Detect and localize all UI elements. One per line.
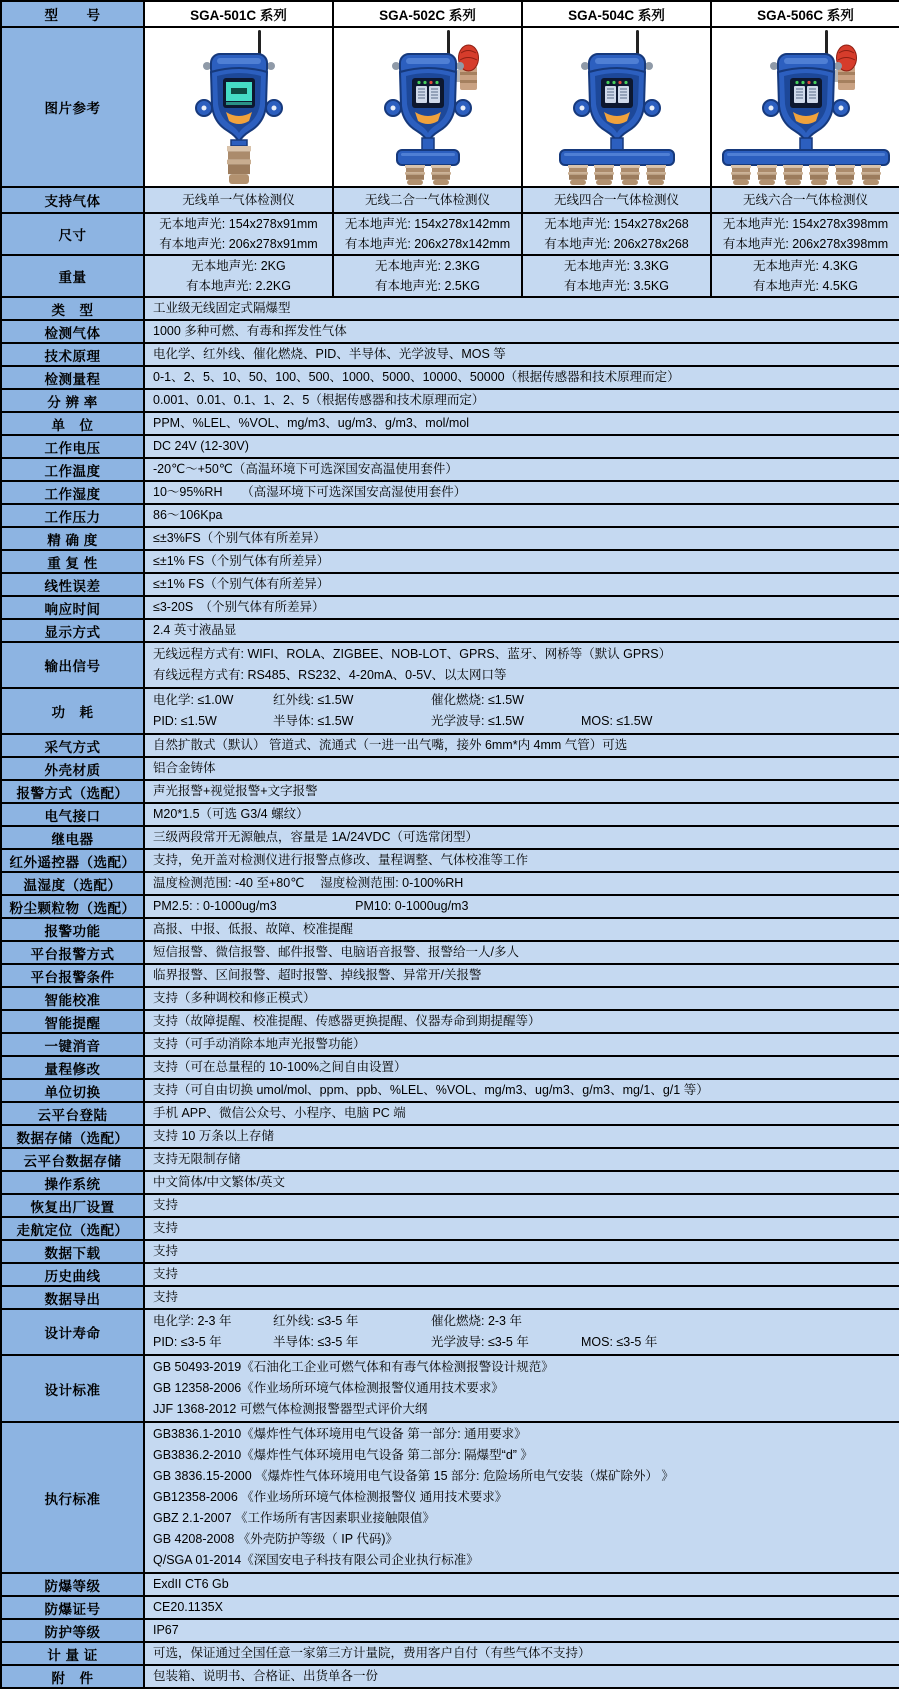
row-value: ≤±1% FS（个别气体有所差异） bbox=[144, 550, 899, 573]
spec-row bbox=[1, 757, 899, 780]
model-value-line: 有本地声光: 206x278x91mm bbox=[159, 237, 318, 251]
model-value-cell: 无线六合一气体检测仪 bbox=[711, 187, 899, 213]
row-value: 支持（可手动消除本地声光报警功能） bbox=[144, 1033, 899, 1056]
spec-row bbox=[1, 1596, 899, 1619]
value-grid-cell: MOS: ≤1.5W bbox=[581, 714, 653, 728]
row-value: 支持（多种调校和修正模式） bbox=[144, 987, 899, 1010]
row-label: 数据导出 bbox=[1, 1286, 144, 1309]
spec-row bbox=[1, 458, 899, 481]
row-value: 临界报警、区间报警、超时报警、掉线报警、异常开/关报警 bbox=[144, 964, 899, 987]
row-value: ≤3-20S （个别气体有所差异） bbox=[144, 596, 899, 619]
row-value: PPM、%LEL、%VOL、mg/m3、ug/m3、g/m3、mol/mol bbox=[144, 412, 899, 435]
model-value-cell bbox=[711, 213, 899, 255]
row-value: 三级两段常开无源触点，容量是 1A/24VDC（可选常闭型） bbox=[144, 826, 899, 849]
model-value-line: 无本地声光: 154x278x398mm bbox=[722, 217, 889, 231]
model-header: SGA-501C 系列 bbox=[144, 1, 333, 27]
spec-row bbox=[1, 1240, 899, 1263]
spec-row bbox=[1, 734, 899, 757]
spec-row bbox=[1, 1079, 899, 1102]
row-value: 10～95%RH （高湿环境下可选深国安高湿使用套件） bbox=[144, 481, 899, 504]
model-header: SGA-504C 系列 bbox=[522, 1, 711, 27]
row-label: 工作湿度 bbox=[1, 481, 144, 504]
row-value: 0-1、2、5、10、50、100、500、1000、5000、10000、50000（根据传感器和技术原理而定） bbox=[144, 366, 899, 389]
per-model-row bbox=[1, 213, 899, 255]
per-model-row bbox=[1, 187, 899, 213]
model-header-label: 型 号 bbox=[1, 1, 144, 27]
value-line: GB 4208-2008 《外壳防护等级（ IP 代码)》 bbox=[153, 1532, 398, 1546]
row-value: 支持无限制存储 bbox=[144, 1148, 899, 1171]
row-label: 重量 bbox=[1, 255, 144, 297]
model-value-cell bbox=[144, 213, 333, 255]
row-value: 短信报警、微信报警、邮件报警、电脑语音报警、报警给一人/多人 bbox=[144, 941, 899, 964]
spec-row bbox=[1, 895, 899, 918]
value-grid-cell: PID: ≤1.5W bbox=[153, 714, 217, 728]
row-value: 高报、中报、低报、故障、校准提醒 bbox=[144, 918, 899, 941]
row-label: 数据下载 bbox=[1, 1240, 144, 1263]
row-label: 平台报警条件 bbox=[1, 964, 144, 987]
row-label: 检测气体 bbox=[1, 320, 144, 343]
row-label: 重 复 性 bbox=[1, 550, 144, 573]
model-value-cell bbox=[522, 255, 711, 297]
model-value-line: 无本地声光: 3.3KG bbox=[564, 259, 669, 273]
spec-row bbox=[1, 481, 899, 504]
spec-row bbox=[1, 389, 899, 412]
model-value-line: 有本地声光: 2.2KG bbox=[186, 279, 291, 293]
value-grid-cell: 光学波导: ≤3-5 年 bbox=[431, 1335, 529, 1349]
value-grid-cell: 电化学: 2-3 年 bbox=[153, 1314, 232, 1328]
row-value: 温度检测范围: -40 至+80℃ 湿度检测范围: 0-100%RH bbox=[144, 872, 899, 895]
value-grid-line bbox=[153, 1311, 895, 1332]
row-label: 尺寸 bbox=[1, 213, 144, 255]
value-line: GB3836.2-2010《爆炸性气体环境用电气设备 第二部分: 隔爆型“d” 》 bbox=[153, 1448, 533, 1462]
row-value: M20*1.5（可选 G3/4 螺纹） bbox=[144, 803, 899, 826]
model-value-cell bbox=[522, 213, 711, 255]
value-grid-cell: 红外线: ≤1.5W bbox=[273, 693, 354, 707]
row-value: 支持（故障提醒、校准提醒、传感器更换提醒、仪器寿命到期提醒等） bbox=[144, 1010, 899, 1033]
spec-row bbox=[1, 573, 899, 596]
model-value-line: 有本地声光: 4.5KG bbox=[753, 279, 858, 293]
row-label: 图片参考 bbox=[1, 27, 144, 187]
row-label: 执行标准 bbox=[1, 1422, 144, 1573]
spec-row bbox=[1, 366, 899, 389]
model-value-line: 无本地声光: 2.3KG bbox=[375, 259, 480, 273]
spec-row bbox=[1, 780, 899, 803]
row-value bbox=[144, 1422, 899, 1573]
spec-row bbox=[1, 964, 899, 987]
row-label: 工作电压 bbox=[1, 435, 144, 458]
value-grid-line bbox=[153, 711, 895, 732]
image-reference-row bbox=[1, 27, 899, 187]
row-value: ≤±3%FS（个别气体有所差异） bbox=[144, 527, 899, 550]
spec-row bbox=[1, 987, 899, 1010]
value-grid-cell: 催化燃烧: 2-3 年 bbox=[431, 1314, 522, 1328]
model-header: SGA-502C 系列 bbox=[333, 1, 522, 27]
device-image-cell bbox=[144, 27, 333, 187]
spec-row bbox=[1, 1033, 899, 1056]
row-label: 设计标准 bbox=[1, 1355, 144, 1422]
row-value: 支持 10 万条以上存储 bbox=[144, 1125, 899, 1148]
model-value-cell bbox=[144, 255, 333, 297]
row-value: DC 24V (12-30V) bbox=[144, 435, 899, 458]
spec-row bbox=[1, 1642, 899, 1665]
row-label: 技术原理 bbox=[1, 343, 144, 366]
model-value-line: 无本地声光: 154x278x142mm bbox=[344, 217, 511, 231]
row-label: 电气接口 bbox=[1, 803, 144, 826]
row-value: 86～106Kpa bbox=[144, 504, 899, 527]
row-label: 智能提醒 bbox=[1, 1010, 144, 1033]
spec-row bbox=[1, 1102, 899, 1125]
spec-row bbox=[1, 1309, 899, 1355]
row-label: 输出信号 bbox=[1, 642, 144, 688]
row-value: ExdII CT6 Gb bbox=[144, 1573, 899, 1596]
row-value: CE20.1135X bbox=[144, 1596, 899, 1619]
device-image-cell bbox=[522, 27, 711, 187]
value-grid-cell: 半导体: ≤1.5W bbox=[273, 714, 354, 728]
row-label: 外壳材质 bbox=[1, 757, 144, 780]
value-line: GBZ 2.1-2007 《工作场所有害因素职业接触限值》 bbox=[153, 1511, 435, 1525]
row-label: 操作系统 bbox=[1, 1171, 144, 1194]
sga-501c-detector-image bbox=[151, 28, 327, 186]
model-value-cell: 无线二合一气体检测仪 bbox=[333, 187, 522, 213]
row-label: 功 耗 bbox=[1, 688, 144, 734]
row-value bbox=[144, 1309, 899, 1355]
spec-row bbox=[1, 1665, 899, 1688]
spec-row bbox=[1, 596, 899, 619]
row-value: 中文简体/中文繁体/英文 bbox=[144, 1171, 899, 1194]
row-label: 响应时间 bbox=[1, 596, 144, 619]
model-value-line: 有本地声光: 206x278x398mm bbox=[722, 237, 889, 251]
spec-row bbox=[1, 1194, 899, 1217]
value-grid-line bbox=[153, 1332, 895, 1353]
row-label: 检测量程 bbox=[1, 366, 144, 389]
row-label: 附 件 bbox=[1, 1665, 144, 1688]
spec-row bbox=[1, 1171, 899, 1194]
row-value: 电化学、红外线、催化燃烧、PID、半导体、光学波导、MOS 等 bbox=[144, 343, 899, 366]
row-value: 支持 bbox=[144, 1263, 899, 1286]
row-label: 支持气体 bbox=[1, 187, 144, 213]
value-grid-cell: MOS: ≤3-5 年 bbox=[581, 1335, 658, 1349]
row-value bbox=[144, 642, 899, 688]
spec-row bbox=[1, 642, 899, 688]
spec-table-body bbox=[1, 1, 899, 1688]
spec-row bbox=[1, 527, 899, 550]
row-label: 工作压力 bbox=[1, 504, 144, 527]
row-label: 工作温度 bbox=[1, 458, 144, 481]
model-value-line: 无本地声光: 2KG bbox=[191, 259, 286, 273]
spec-row bbox=[1, 1148, 899, 1171]
spec-row bbox=[1, 872, 899, 895]
row-value bbox=[144, 688, 899, 734]
row-value: IP67 bbox=[144, 1619, 899, 1642]
sga-504c-detector-image bbox=[529, 28, 705, 186]
value-grid-cell bbox=[581, 1311, 895, 1332]
row-value: 包装箱、说明书、合格证、出货单各一份 bbox=[144, 1665, 899, 1688]
row-label: 类 型 bbox=[1, 297, 144, 320]
model-value-line: 无本地声光: 154x278x91mm bbox=[159, 217, 318, 231]
model-header-row bbox=[1, 1, 899, 27]
row-value bbox=[144, 1355, 899, 1422]
spec-row bbox=[1, 941, 899, 964]
row-label: 恢复出厂设置 bbox=[1, 1194, 144, 1217]
value-line: Q/SGA 01-2014《深国安电子科技有限公司企业执行标准》 bbox=[153, 1553, 479, 1567]
row-value: 支持 bbox=[144, 1194, 899, 1217]
row-label: 设计寿命 bbox=[1, 1309, 144, 1355]
row-value: 自然扩散式（默认） 管道式、流通式（一进一出气嘴，接外 6mm*内 4mm 气管）可选 bbox=[144, 734, 899, 757]
row-label: 防护等级 bbox=[1, 1619, 144, 1642]
row-value: 支持 bbox=[144, 1217, 899, 1240]
model-value-line: 无本地声光: 154x278x268 bbox=[544, 217, 689, 231]
value-grid-cell: PID: ≤3-5 年 bbox=[153, 1335, 222, 1349]
row-label: 云平台数据存储 bbox=[1, 1148, 144, 1171]
sga-502c-detector-image bbox=[340, 28, 516, 186]
model-value-cell bbox=[333, 213, 522, 255]
spec-row bbox=[1, 1263, 899, 1286]
row-label: 智能校准 bbox=[1, 987, 144, 1010]
spec-row bbox=[1, 1125, 899, 1148]
row-label: 走航定位（选配） bbox=[1, 1217, 144, 1240]
value-line: 无线远程方式有: WIFI、ROLA、ZIGBEE、NOB-LOT、GPRS、蓝牙、网桥等（默认 GPRS） bbox=[153, 647, 672, 661]
model-value-cell: 无线四合一气体检测仪 bbox=[522, 187, 711, 213]
row-label: 数据存储（选配） bbox=[1, 1125, 144, 1148]
row-label: 历史曲线 bbox=[1, 1263, 144, 1286]
spec-row bbox=[1, 435, 899, 458]
value-line: GB 12358-2006《作业场所环境气体检测报警仪通用技术要求》 bbox=[153, 1381, 504, 1395]
row-value: 2.4 英寸液晶显 bbox=[144, 619, 899, 642]
sga-506c-detector-image bbox=[718, 28, 894, 186]
row-label: 云平台登陆 bbox=[1, 1102, 144, 1125]
value-line: GB 3836.15-2000 《爆炸性气体环境用电气设备第 15 部分: 危险场所电气安装（煤矿除外） 》 bbox=[153, 1469, 674, 1483]
value-grid-cell: 催化燃烧: ≤1.5W bbox=[431, 693, 524, 707]
value-grid-cell: 光学波导: ≤1.5W bbox=[431, 714, 524, 728]
spec-row bbox=[1, 504, 899, 527]
model-value-line: 无本地声光: 4.3KG bbox=[753, 259, 858, 273]
value-grid-line bbox=[153, 690, 895, 711]
row-label: 粉尘颗粒物（选配） bbox=[1, 895, 144, 918]
row-label: 采气方式 bbox=[1, 734, 144, 757]
spec-row bbox=[1, 1422, 899, 1573]
model-value-line: 有本地声光: 206x278x142mm bbox=[344, 237, 511, 251]
row-value: 支持（可自由切换 umol/mol、ppm、ppb、%LEL、%VOL、mg/m3、ug/m3、g/m3、mg/1、g/1 等） bbox=[144, 1079, 899, 1102]
spec-row bbox=[1, 849, 899, 872]
row-label: 报警方式（选配） bbox=[1, 780, 144, 803]
row-label: 红外遥控器（选配） bbox=[1, 849, 144, 872]
value-grid-cell: 红外线: ≤3-5 年 bbox=[273, 1314, 359, 1328]
spec-row bbox=[1, 1619, 899, 1642]
row-label: 精 确 度 bbox=[1, 527, 144, 550]
row-value: 支持 bbox=[144, 1240, 899, 1263]
row-value: 手机 APP、微信公众号、小程序、电脑 PC 端 bbox=[144, 1102, 899, 1125]
row-value: 铝合金铸体 bbox=[144, 757, 899, 780]
row-value: 0.001、0.01、0.1、1、2、5（根据传感器和技术原理而定） bbox=[144, 389, 899, 412]
row-value: 可选，保证通过全国任意一家第三方计量院，费用客户自付（有些气体不支持） bbox=[144, 1642, 899, 1665]
model-value-line: 有本地声光: 2.5KG bbox=[375, 279, 480, 293]
spec-row bbox=[1, 1355, 899, 1422]
value-grid-cell: 半导体: ≤3-5 年 bbox=[273, 1335, 359, 1349]
row-label: 单位切换 bbox=[1, 1079, 144, 1102]
row-label: 继电器 bbox=[1, 826, 144, 849]
spec-row bbox=[1, 826, 899, 849]
spec-row bbox=[1, 619, 899, 642]
spec-row bbox=[1, 1217, 899, 1240]
row-value: PM2.5: : 0-1000ug/m3 PM10: 0-1000ug/m3 bbox=[144, 895, 899, 918]
model-header: SGA-506C 系列 bbox=[711, 1, 899, 27]
row-value: 支持（可在总量程的 10-100%之间自由设置） bbox=[144, 1056, 899, 1079]
spec-row bbox=[1, 1056, 899, 1079]
spec-row bbox=[1, 412, 899, 435]
value-line: 有线远程方式有: RS485、RS232、4-20mA、0-5V、以太网口等 bbox=[153, 668, 507, 682]
model-value-line: 有本地声光: 3.5KG bbox=[564, 279, 669, 293]
row-value: 支持，免开盖对检测仪进行报警点修改、量程调整、气体校准等工作 bbox=[144, 849, 899, 872]
row-value: -20℃～+50℃（高温环境下可选深国安高温使用套件） bbox=[144, 458, 899, 481]
spec-row bbox=[1, 320, 899, 343]
row-label: 分 辨 率 bbox=[1, 389, 144, 412]
row-label: 防爆等级 bbox=[1, 1573, 144, 1596]
spec-row bbox=[1, 918, 899, 941]
row-label: 单 位 bbox=[1, 412, 144, 435]
device-image-cell bbox=[711, 27, 899, 187]
row-label: 报警功能 bbox=[1, 918, 144, 941]
spec-row bbox=[1, 343, 899, 366]
per-model-row bbox=[1, 255, 899, 297]
row-value: 支持 bbox=[144, 1286, 899, 1309]
row-value: ≤±1% FS（个别气体有所差异） bbox=[144, 573, 899, 596]
model-value-cell bbox=[711, 255, 899, 297]
row-label: 防爆证号 bbox=[1, 1596, 144, 1619]
spec-row bbox=[1, 550, 899, 573]
model-value-line: 有本地声光: 206x278x268 bbox=[544, 237, 689, 251]
value-line: GB12358-2006 《作业场所环境气体检测报警仪 通用技术要求》 bbox=[153, 1490, 508, 1504]
row-label: 计 量 证 bbox=[1, 1642, 144, 1665]
row-value: 工业级无线固定式隔爆型 bbox=[144, 297, 899, 320]
row-label: 平台报警方式 bbox=[1, 941, 144, 964]
row-value: 声光报警+视觉报警+文字报警 bbox=[144, 780, 899, 803]
device-image-cell bbox=[333, 27, 522, 187]
model-value-cell: 无线单一气体检测仪 bbox=[144, 187, 333, 213]
row-label: 线性误差 bbox=[1, 573, 144, 596]
value-grid-cell bbox=[581, 690, 895, 711]
spec-row bbox=[1, 803, 899, 826]
spec-row bbox=[1, 1573, 899, 1596]
value-grid-cell: 电化学: ≤1.0W bbox=[153, 693, 234, 707]
spec-row bbox=[1, 1010, 899, 1033]
value-line: GB3836.1-2010《爆炸性气体环境用电气设备 第一部分: 通用要求》 bbox=[153, 1427, 527, 1441]
row-value: 1000 多种可燃、有毒和挥发性气体 bbox=[144, 320, 899, 343]
spec-row bbox=[1, 297, 899, 320]
value-line: JJF 1368-2012 可燃气体检测报警器型式评价大纲 bbox=[153, 1402, 428, 1416]
spec-row bbox=[1, 1286, 899, 1309]
row-label: 一键消音 bbox=[1, 1033, 144, 1056]
spec-row bbox=[1, 688, 899, 734]
model-value-cell bbox=[333, 255, 522, 297]
row-label: 量程修改 bbox=[1, 1056, 144, 1079]
row-label: 显示方式 bbox=[1, 619, 144, 642]
row-label: 温湿度（选配） bbox=[1, 872, 144, 895]
value-line: GB 50493-2019《石油化工企业可燃气体和有毒气体检测报警设计规范》 bbox=[153, 1360, 554, 1374]
